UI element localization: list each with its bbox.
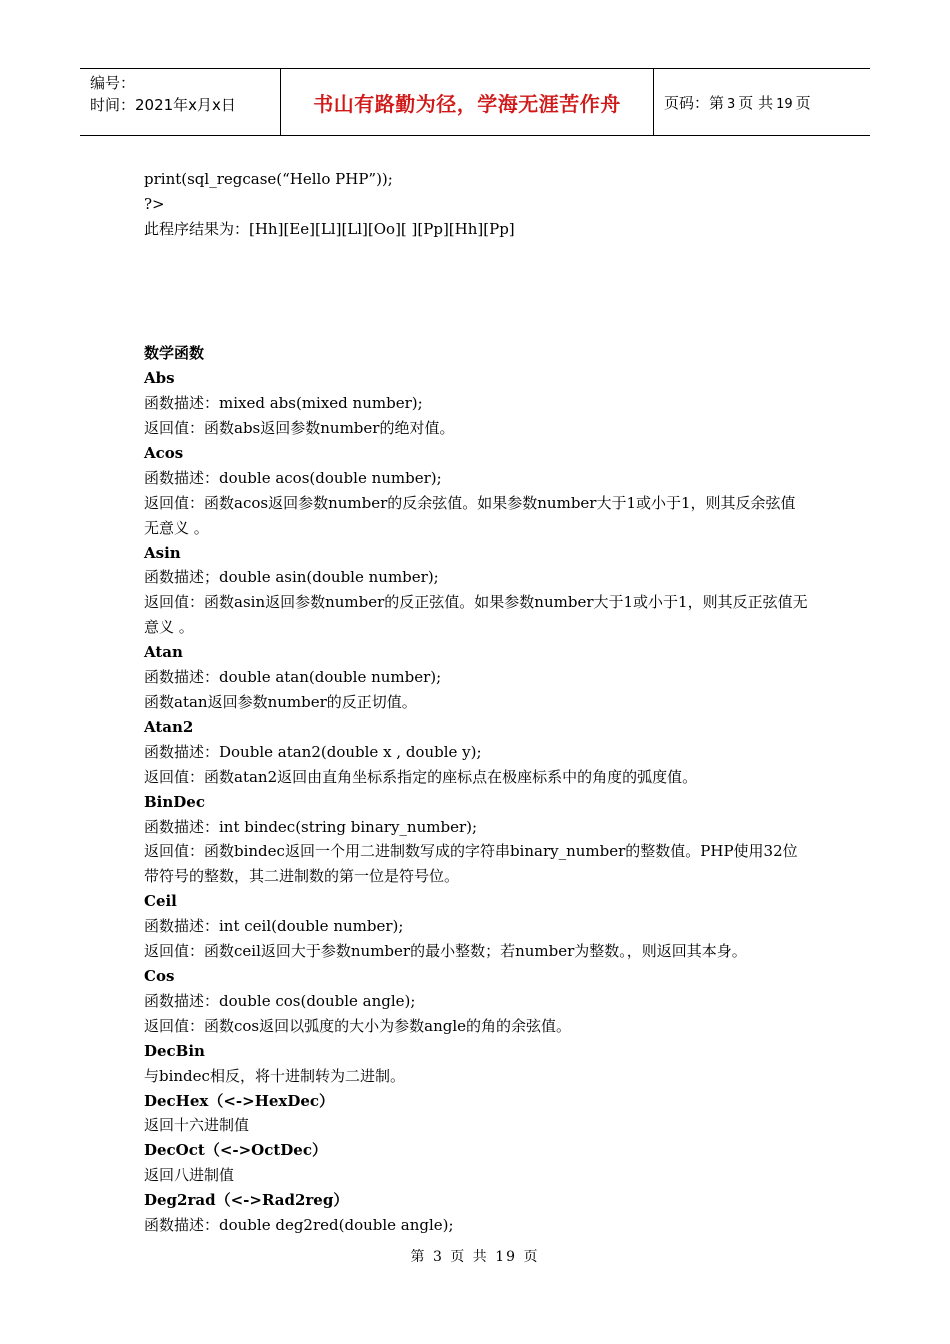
function-text: 函数描述：Double atan2(double x , double y); (144, 742, 482, 761)
function-text: 返回值：函数abs返回参数number的绝对值。 (144, 419, 455, 438)
function-name: Acos (144, 443, 184, 462)
section-title: 数学函数 (144, 344, 205, 363)
function-entry-decbin (144, 1039, 810, 1089)
header-info-cell (80, 69, 281, 135)
function-text: 返回八进制值 (144, 1166, 235, 1185)
function-entry-deg2rad (144, 1188, 810, 1238)
header-motto-cell (281, 69, 654, 135)
function-entry-ceil (144, 889, 810, 964)
function-text: 函数描述：mixed abs(mixed number); (144, 394, 423, 413)
function-entry-bindec (144, 790, 810, 890)
result-line: 此程序结果为：[Hh][Ee][Ll][Ll][Oo][ ][Pp][Hh][Pp] (144, 219, 515, 238)
function-name: Deg2rad（<->Rad2reg） (144, 1191, 349, 1210)
function-text: 函数描述：double cos(double angle); (144, 991, 416, 1010)
function-entry-atan (144, 640, 810, 715)
page-header (80, 68, 870, 136)
header-page-suffix: 页 (795, 93, 811, 112)
document-body (144, 167, 810, 1238)
function-name: Atan (144, 643, 183, 662)
function-text: 返回值：函数ceil返回大于参数number的最小整数；若number为整数。，则返回其本身。 (144, 942, 747, 961)
code-line: print(sql_regcase(“Hello PHP”)); (144, 170, 393, 188)
function-name: Cos (144, 966, 175, 985)
header-page-cell (654, 69, 870, 135)
function-text: 返回十六进制值 (144, 1116, 250, 1135)
spacer (144, 242, 810, 342)
function-name: BinDec (144, 792, 205, 811)
function-name: Asin (144, 543, 181, 562)
header-page-total: 19 (776, 96, 793, 112)
page-footer: 第 3 页 共 19 页 (410, 1249, 540, 1265)
code-line: ?> (144, 194, 165, 213)
function-text: 函数atan返回参数number的反正切值。 (144, 693, 417, 711)
function-text: 函数描述：int ceil(double number); (144, 917, 404, 936)
header-number-label: 编号： (90, 74, 136, 92)
function-text: 函数描述：double acos(double number); (144, 468, 442, 487)
function-entry-dechex (144, 1089, 810, 1139)
function-text: 函数描述：double deg2red(double angle); (144, 1216, 454, 1235)
function-entry-asin (144, 541, 810, 641)
function-text: 返回值：函数cos返回以弧度的大小为参数angle的角的余弦值。 (144, 1016, 572, 1035)
function-text: 返回值：函数acos返回参数number的反余弦值。如果参数number大于1或小于1，则其反余弦值无意义 。 (144, 493, 796, 537)
function-entry-cos (144, 964, 810, 1039)
function-text: 返回值：函数bindec返回一个用二进制数写成的字符串binary_number的整数值。PHP使用32位带符号的整数，其二进制数的第一位是符号位。 (144, 842, 798, 886)
function-name: DecOct（<->OctDec） (144, 1141, 327, 1160)
header-time-label: 时间：2021年x月x日 (90, 96, 236, 114)
function-text: 函数描述：double atan(double number); (144, 668, 442, 687)
header-page-mid: 页 共 (738, 93, 774, 112)
function-entry-atan2 (144, 715, 810, 790)
function-name: Atan2 (144, 717, 194, 736)
function-name: Abs (144, 369, 175, 388)
header-page-current: 3 (727, 96, 736, 112)
function-text: 返回值：函数atan2返回由直角坐标系指定的座标点在极座标系中的角度的弧度值。 (144, 767, 698, 786)
function-name: Ceil (144, 892, 177, 911)
function-entry-abs (144, 366, 810, 441)
function-text: 函数描述：int bindec(string binary_number); (144, 817, 478, 836)
header-page-info (664, 92, 811, 113)
header-page-prefix: 页码：第 (664, 93, 725, 112)
function-name: DecBin (144, 1041, 205, 1060)
function-name: DecHex（<->HexDec） (144, 1091, 335, 1110)
function-entry-decoct (144, 1138, 810, 1188)
header-motto: 书山有路勤为径，学海无涯苦作舟 (313, 91, 621, 116)
function-text: 与bindec相反，将十进制转为二进制。 (144, 1066, 405, 1085)
function-entry-acos (144, 441, 810, 541)
function-text: 函数描述；double asin(double number); (144, 568, 439, 587)
function-text: 返回值：函数asin返回参数number的反正弦值。如果参数number大于1或小于1，则其反正弦值无意义 。 (144, 593, 808, 637)
